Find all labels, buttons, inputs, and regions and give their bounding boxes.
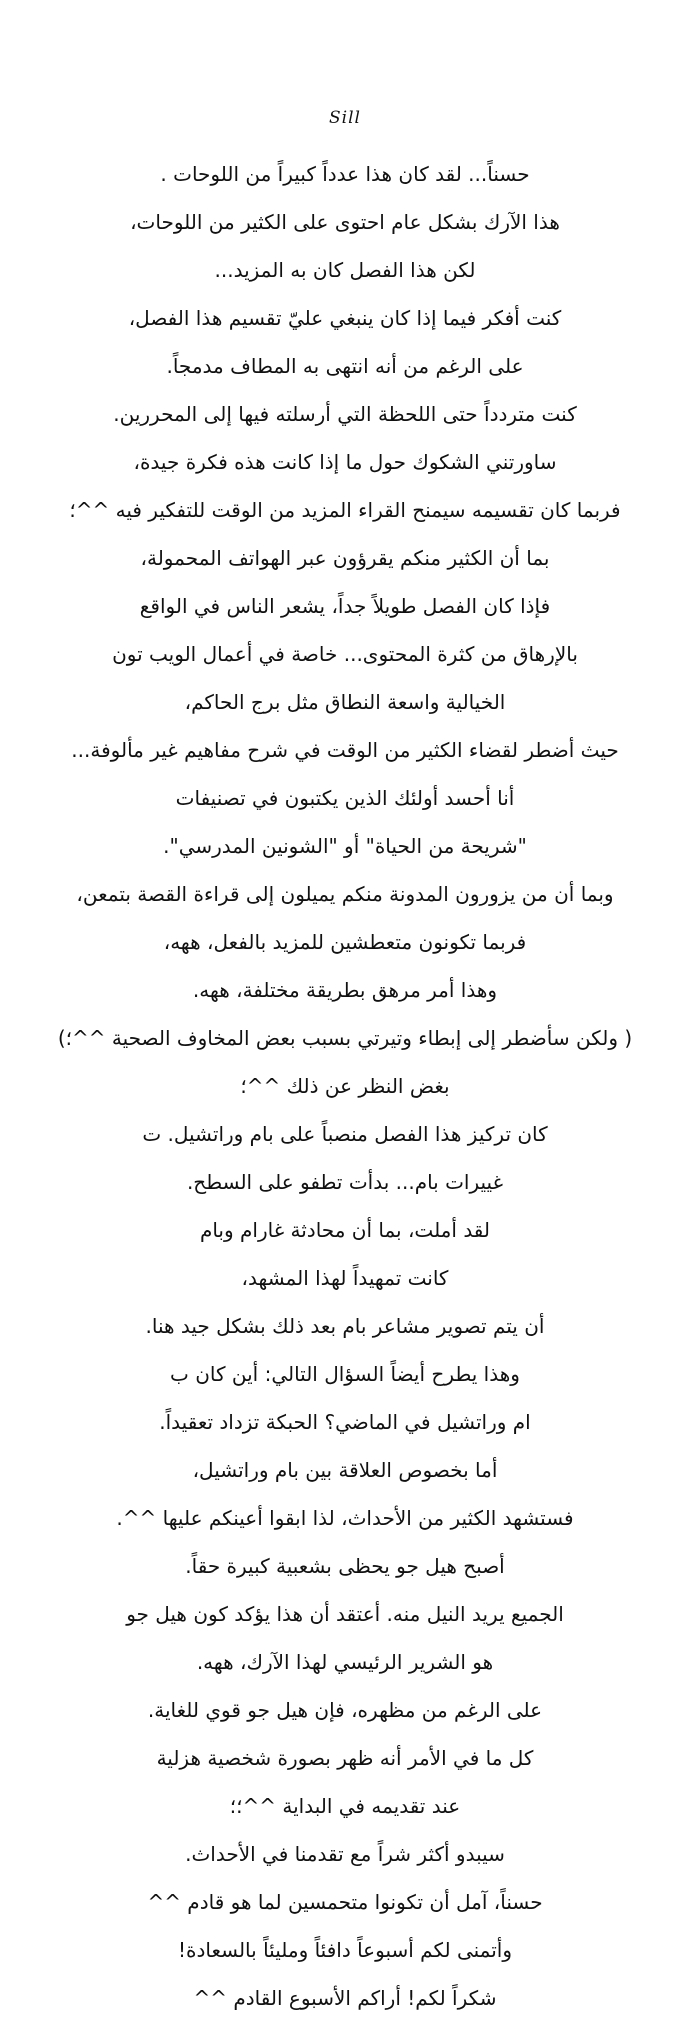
note-line: فربما كان تقسيمه سيمنح القراء المزيد من الوقت للتفكير فيه ^^؛ (69, 498, 621, 522)
note-line: أنا أحسد أولئك الذين يكتبون في تصنيفات (175, 786, 515, 810)
note-line: "شريحة من الحياة" أو "الشونين المدرسي". (163, 834, 527, 858)
note-line: غييرات بام... بدأت تطفو على السطح. (186, 1170, 504, 1194)
note-line: هذا الآرك بشكل عام احتوى على الكثير من اللوحات، (130, 210, 560, 234)
note-line: هو الشرير الرئيسي لهذا الآرك، ههه. (196, 1650, 494, 1674)
note-line: فربما تكونون متعطشين للمزيد بالفعل، ههه، (163, 930, 527, 954)
author-note-text (10, 150, 680, 2022)
author-signature: Sill (329, 108, 361, 128)
note-line: كانت تمهيداً لهذا المشهد، (241, 1266, 449, 1290)
note-line: بالإرهاق من كثرة المحتوى... خاصة في أعمال الويب تون (112, 642, 578, 666)
note-line: ساورتني الشكوك حول ما إذا كانت هذه فكرة جيدة، (133, 450, 557, 474)
note-line: كان تركيز هذا الفصل منصباً على بام وراتشيل. ت (142, 1122, 548, 1146)
note-line: سيبدو أكثر شراً مع تقدمنا في الأحداث. (185, 1842, 505, 1866)
note-line: كنت متردداً حتى اللحظة التي أرسلته فيها إلى المحررين. (113, 402, 577, 426)
note-line: حسناً، آمل أن تكونوا متحمسين لما هو قادم ^^ (147, 1890, 543, 1914)
note-line: كل ما في الأمر أنه ظهر بصورة شخصية هزلية (156, 1746, 534, 1770)
note-line: الخيالية واسعة النطاق مثل برج الحاكم، (184, 690, 506, 714)
note-line: لقد أملت، بما أن محادثة غارام وبام (199, 1218, 491, 1242)
note-line: بما أن الكثير منكم يقرؤون عبر الهواتف المحمولة، (140, 546, 550, 570)
note-line: شكراً لكم! أراكم الأسبوع القادم ^^ (193, 1986, 497, 2010)
note-line: على الرغم من أنه انتهى به المطاف مدمجاً. (166, 354, 524, 378)
note-line: ام وراتشيل في الماضي؟ الحبكة تزداد تعقيداً. (159, 1410, 531, 1434)
note-line: فإذا كان الفصل طويلاً جداً، يشعر الناس في الواقع (139, 594, 551, 618)
note-line: الجميع يريد النيل منه. أعتقد أن هذا يؤكد كون هيل جو (126, 1602, 564, 1626)
note-line: بغض النظر عن ذلك ^^؛ (240, 1074, 450, 1098)
note-line: ( ولكن سأضطر إلى إبطاء وتيرتي بسبب بعض المخاوف الصحية ^^؛) (57, 1026, 633, 1050)
note-line: أن يتم تصوير مشاعر بام بعد ذلك بشكل جيد هنا. (145, 1314, 545, 1338)
note-line: على الرغم من مظهره، فإن هيل جو قوي للغاية. (147, 1698, 543, 1722)
note-line: وبما أن من يزورون المدونة منكم يميلون إلى قراءة القصة بتمعن، (76, 882, 614, 906)
note-line: عند تقديمه في البداية ^^؛؛ (229, 1794, 461, 1818)
note-line: حيث أضطر لقضاء الكثير من الوقت في شرح مفاهيم غير مألوفة... (71, 738, 619, 762)
note-line: فستشهد الكثير من الأحداث، لذا ابقوا أعينكم عليها ^^. (116, 1506, 574, 1530)
note-line: وهذا أمر مرهق بطريقة مختلفة، ههه. (192, 978, 498, 1002)
note-line: لكن هذا الفصل كان به المزيد... (214, 258, 476, 282)
note-line: أصبح هيل جو يحظى بشعبية كبيرة حقاً. (185, 1554, 505, 1578)
note-line: وهذا يطرح أيضاً السؤال التالي: أين كان ب (170, 1362, 520, 1386)
note-line: وأتمنى لكم أسبوعاً دافئاً ومليئاً بالسعادة! (177, 1938, 513, 1962)
note-line: كنت أفكر فيما إذا كان ينبغي عليّ تقسيم هذا الفصل، (128, 306, 562, 330)
note-line: حسناً... لقد كان هذا عدداً كبيراً من اللوحات . (160, 162, 530, 186)
note-line: أما بخصوص العلاقة بين بام وراتشيل، (192, 1458, 498, 1482)
